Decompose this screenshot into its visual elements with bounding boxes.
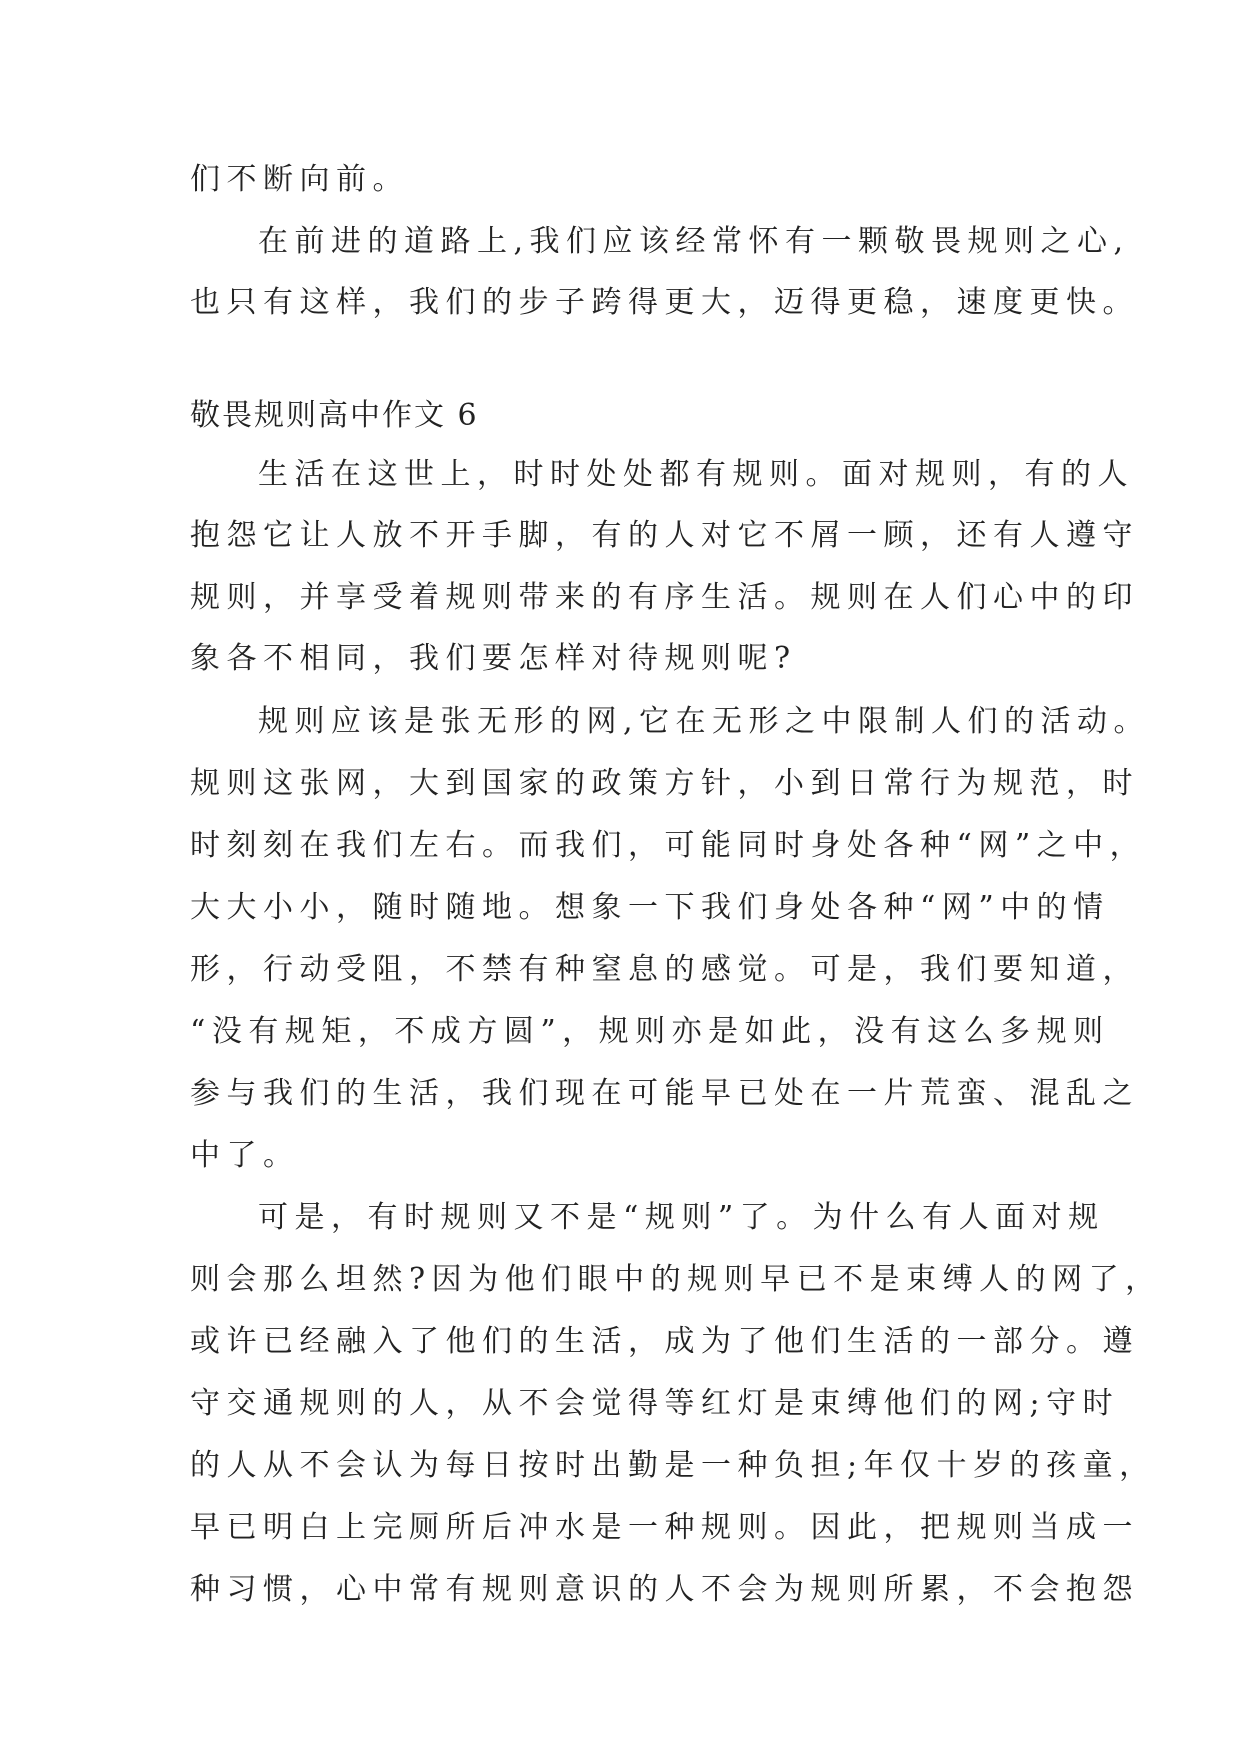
text-line: 规则，并享受着规则带来的有序生活。规则在人们心中的印 (190, 580, 1139, 615)
text-line: 的人从不会认为每日按时出勤是一种负担;年仅十岁的孩童， (190, 1448, 1156, 1483)
text-line: 大大小小，随时随地。想象一下我们身处各种“网”中的情 (190, 890, 1110, 925)
text-line: 象各不相同，我们要怎样对待规则呢? (190, 641, 797, 676)
text-line: 在前进的道路上,我们应该经常怀有一颗敬畏规则之心, (258, 224, 1130, 259)
text-line: 种习惯，心中常有规则意识的人不会为规则所累，不会抱怨 (190, 1572, 1139, 1607)
section-title: 敬畏规则高中作文 6 (190, 398, 479, 433)
text-line: 抱怨它让人放不开手脚，有的人对它不屑一顾，还有人遵守 (190, 518, 1139, 553)
text-line: 规则应该是张无形的网,它在无形之中限制人们的活动。 (258, 704, 1151, 739)
text-line: 早已明白上完厕所后冲水是一种规则。因此，把规则当成一 (190, 1510, 1139, 1545)
text-line: 形，行动受阻，不禁有种窒息的感觉。可是，我们要知道， (190, 952, 1139, 987)
text-line: 参与我们的生活，我们现在可能早已处在一片荒蛮、混乱之 (190, 1076, 1139, 1111)
text-line: “没有规矩，不成方圆”，规则亦是如此，没有这么多规则 (190, 1014, 1110, 1049)
text-line: 中了。 (190, 1138, 300, 1173)
text-line: 或许已经融入了他们的生活，成为了他们生活的一部分。遵 (190, 1324, 1139, 1359)
text-line: 们不断向前。 (190, 162, 409, 197)
text-line: 规则这张网，大到国家的政策方针，小到日常行为规范，时 (190, 766, 1139, 801)
text-line: 也只有这样，我们的步子跨得更大，迈得更稳，速度更快。 (190, 285, 1139, 320)
text-line: 守交通规则的人，从不会觉得等红灯是束缚他们的网;守时 (190, 1386, 1120, 1421)
text-line: 时刻刻在我们左右。而我们，可能同时身处各种“网”之中， (190, 828, 1147, 863)
text-line: 可是，有时规则又不是“规则”了。为什么有人面对规 (258, 1200, 1105, 1235)
text-line: 则会那么坦然?因为他们眼中的规则早已不是束缚人的网了， (190, 1262, 1162, 1297)
text-line: 生活在这世上，时时处处都有规则。面对规则，有的人 (258, 457, 1134, 492)
